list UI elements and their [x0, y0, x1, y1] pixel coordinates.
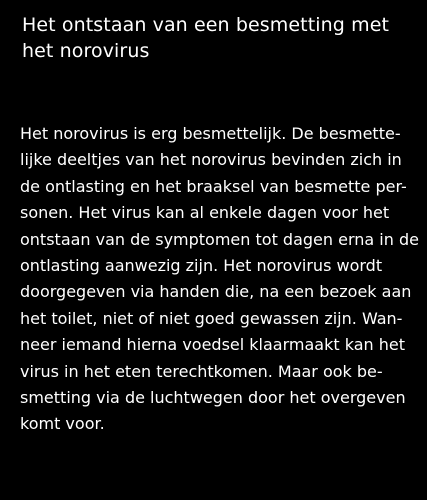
- body-line-10: virus in het eten terechtkomen. Maar ook be-: [20, 361, 383, 381]
- body-line-7: doorgegeven via handen die, na een bezoek aan: [20, 282, 412, 302]
- body-line-6: ontlasting aanwezig zijn. Het norovirus wordt: [20, 256, 383, 276]
- body-line-5: ontstaan van de symptomen tot dagen erna in de: [20, 229, 419, 249]
- body-line-12: komt voor.: [20, 414, 105, 434]
- article-title: [22, 12, 412, 64]
- body-line-9: neer iemand hierna voedsel klaarmaakt kan het: [20, 335, 405, 355]
- body-line-2: lijke deeltjes van het norovirus bevinden zich in: [20, 150, 402, 170]
- title-line-2: het norovirus: [22, 40, 150, 62]
- body-line-3: de ontlasting en het braaksel van besmette per-: [20, 176, 407, 196]
- body-line-1: Het norovirus is erg besmettelijk. De besmette-: [20, 124, 401, 143]
- body-line-11: smetting via de luchtwegen door het overgeven: [20, 388, 406, 408]
- article-body: [20, 121, 419, 438]
- body-line-4: sonen. Het virus kan al enkele dagen voor het: [20, 203, 390, 223]
- title-line-1: Het ontstaan van een besmetting met: [22, 14, 390, 36]
- body-line-8: het toilet, niet of niet goed gewassen zijn. Wan-: [20, 308, 403, 328]
